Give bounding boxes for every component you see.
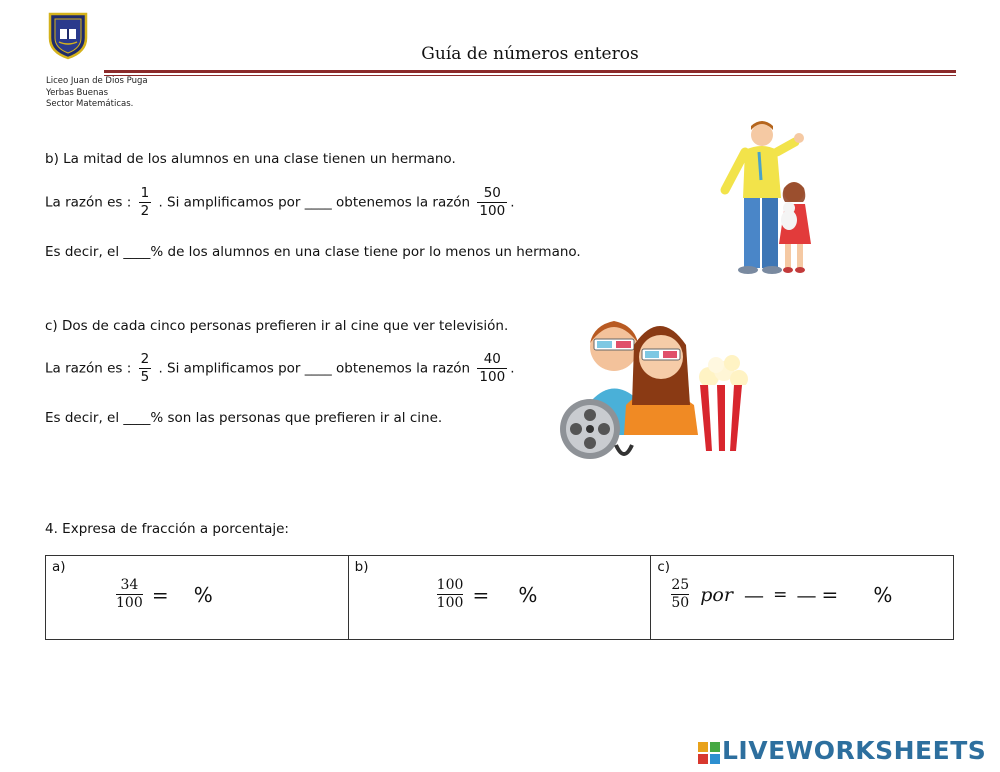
cell-b [348, 556, 651, 640]
percent-sign[interactable]: % [193, 582, 213, 607]
liveworksheets-logo-icon [698, 741, 720, 763]
fraction-25-50 [671, 577, 689, 612]
fraction-numerator: 100 [436, 577, 464, 593]
equals-sign: = [773, 584, 788, 605]
ratio-prefix: La razón es : [45, 194, 132, 211]
blank-dash[interactable]: — [744, 582, 765, 607]
fraction-denominator: 100 [116, 595, 143, 611]
header-rule-thick [104, 70, 956, 73]
fraction-numerator: 1 [140, 185, 150, 201]
section-b-ratio-line [45, 185, 515, 220]
liveworksheets-watermark [698, 736, 986, 765]
fraction-100-100 [437, 577, 464, 612]
ratio-middle-text: . Si amplificamos por ____ obtenemos la razón [158, 194, 471, 211]
section-b-conclusion: Es decir, el ____% de los alumnos en una clase tiene por lo menos un hermano. [45, 244, 581, 260]
fraction-denominator: 100 [436, 595, 464, 611]
percent-sign[interactable]: % [873, 582, 893, 607]
cell-label: b) [354, 559, 369, 575]
school-town: Yerbas Buenas [46, 87, 108, 98]
equals-sign: = [151, 582, 169, 607]
cinema-couple-illustration [554, 305, 754, 465]
fraction-50-100 [477, 185, 507, 220]
equals-sign: = [472, 582, 490, 607]
fraction-40-100 [477, 351, 507, 386]
cell-c-expression [671, 577, 892, 612]
fraction-numerator: 25 [671, 577, 690, 593]
header-rule-thin [104, 75, 956, 76]
fraction-percentage-table [45, 555, 954, 640]
cell-label: a) [52, 559, 66, 575]
cell-c [651, 556, 954, 640]
ratio-end: . [510, 194, 515, 211]
section-c-conclusion: Es decir, el ____% son las personas que prefieren ir al cine. [45, 410, 443, 426]
school-sector: Sector Matemáticas. [46, 99, 134, 109]
fraction-denominator: 100 [479, 369, 506, 385]
school-name: Liceo Juan de Dios Puga [46, 76, 148, 86]
section-c-ratio-line [45, 351, 515, 386]
fraction-2-5 [139, 351, 152, 386]
fraction-denominator: 2 [140, 203, 150, 219]
fraction-34-100 [116, 577, 143, 612]
fraction-numerator: 34 [120, 577, 139, 593]
page-title: Guía de números enteros [421, 44, 639, 64]
exercise-4-heading: 4. Expresa de fracción a porcentaje: [45, 521, 289, 537]
cell-b-expression [437, 577, 538, 612]
blank-dash[interactable]: — [796, 582, 817, 607]
fraction-denominator: 50 [671, 595, 690, 611]
ratio-middle-text: . Si amplificamos por ____ obtenemos la razón [158, 360, 471, 377]
cell-a [46, 556, 349, 640]
section-b-statement: b) La mitad de los alumnos en una clase tienen un hermano. [45, 151, 456, 167]
fraction-1-2 [139, 185, 152, 220]
school-info [46, 76, 148, 111]
percent-sign[interactable]: % [518, 582, 538, 607]
cell-a-expression [116, 577, 213, 612]
fraction-numerator: 50 [483, 185, 501, 201]
father-daughter-illustration [715, 120, 830, 278]
fraction-numerator: 2 [140, 351, 150, 367]
fraction-denominator: 5 [140, 369, 150, 385]
watermark-text: LIVEWORKSHEETS [722, 736, 987, 765]
fraction-denominator: 100 [479, 203, 506, 219]
equals-sign: = [821, 582, 839, 607]
ratio-prefix: La razón es : [45, 360, 132, 377]
ratio-end: . [510, 360, 515, 377]
school-logo [46, 12, 90, 60]
por-word: por [700, 583, 733, 606]
fraction-numerator: 40 [483, 351, 501, 367]
cell-label: c) [657, 559, 671, 575]
section-c-statement: c) Dos de cada cinco personas prefieren ir al cine que ver televisión. [45, 318, 509, 334]
